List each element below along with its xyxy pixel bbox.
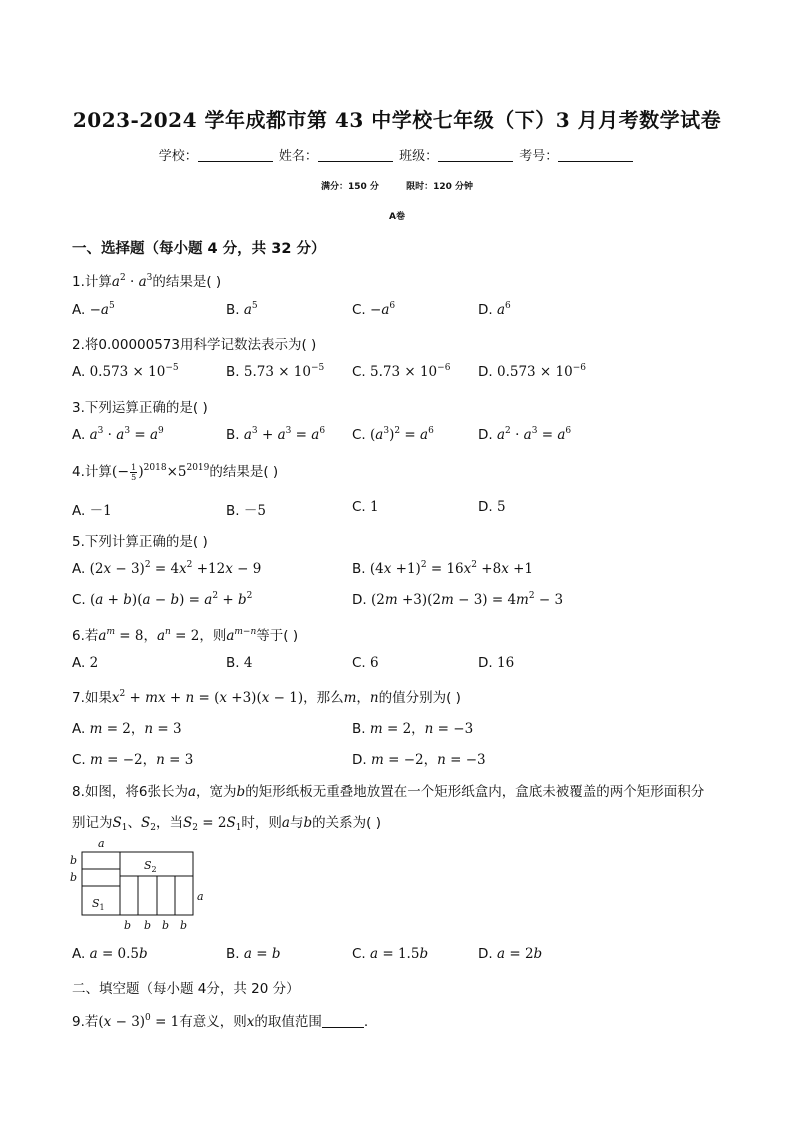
label-s2: $S_2$ (144, 859, 157, 874)
q3-option-c[interactable]: C. $(a^3)^2 = a^6$ (352, 426, 434, 443)
exam-no-blank[interactable] (558, 149, 633, 162)
question-6: 6.若$a^m = 8$，$a^n = 2$，则$a^{m-n}$等于( ) (72, 627, 299, 644)
label-b-left-2: b (70, 871, 78, 884)
q2-option-a[interactable]: A. $0.573 \times 10^{-5}$ (72, 363, 179, 380)
label-s1: $S_1$ (92, 897, 105, 912)
question-5: 5.下列计算正确的是( ) (72, 534, 208, 550)
exam-no-label: 考号： (519, 149, 559, 164)
q1-option-a[interactable]: A. $-a^5$ (72, 301, 115, 318)
q4-option-d[interactable]: D. 5 (478, 499, 506, 515)
q4-option-b[interactable]: B. －5 (226, 503, 266, 519)
label-a-right: a (197, 890, 204, 903)
q6-option-d[interactable]: D. 16 (478, 655, 515, 671)
q6-option-b[interactable]: B. 4 (226, 655, 253, 671)
q3-option-a[interactable]: A. $a^3 \cdot a^3 = a^9$ (72, 426, 164, 443)
q8-option-d[interactable]: D. a = 2b (478, 946, 543, 962)
school-label: 学校： (158, 149, 198, 164)
student-info-line (0, 145, 794, 164)
q1-option-b[interactable]: B. $a^5$ (226, 301, 258, 318)
q7-option-c[interactable]: C. m = −2，n = 3 (72, 752, 194, 768)
q5-option-d[interactable]: D. $(2m +3)(2m - 3) = 4m^2 - 3$ (352, 591, 564, 608)
label-b-bottom-1: b (124, 919, 132, 932)
q3-option-d[interactable]: D. $a^2 \cdot a^3 = a^6$ (478, 426, 572, 443)
q7-option-d[interactable]: D. m = −2，n = −3 (352, 752, 486, 768)
q8-option-b[interactable]: B. a = b (226, 946, 281, 962)
class-label: 班级： (399, 149, 439, 164)
rectangle-figure (68, 834, 218, 934)
volume-label: A卷 (389, 212, 405, 222)
q8-option-c[interactable]: C. a = 1.5b (352, 946, 429, 962)
q6-option-a[interactable]: A. 2 (72, 655, 99, 671)
q4-option-a[interactable]: A. －1 (72, 503, 112, 519)
class-blank[interactable] (438, 149, 513, 162)
time-limit: 限时：120 分钟 (406, 182, 473, 192)
q9-answer-blank[interactable] (322, 1015, 364, 1028)
label-b-bottom-2: b (144, 919, 152, 932)
q1-option-d[interactable]: D. $a^6$ (478, 301, 511, 318)
page-title: 2023-2024 学年成都市第 43 中学校七年级（下）3 月月考数学试卷 (72, 108, 722, 132)
name-label: 姓名： (278, 149, 318, 164)
q7-option-a[interactable]: A. m = 2，n = 3 (72, 721, 182, 737)
school-blank[interactable] (198, 149, 273, 162)
q6-option-c[interactable]: C. 6 (352, 655, 379, 671)
section-heading-fill: 二、填空题（每小题 4分，共 20 分） (72, 981, 300, 997)
full-score: 满分：150 分 (321, 182, 379, 192)
q7-option-b[interactable]: B. m = 2，n = −3 (352, 721, 474, 737)
label-b-bottom-3: b (162, 919, 170, 932)
question-3: 3.下列运算正确的是( ) (72, 400, 208, 416)
question-1: 1.计算$a^2 \cdot a^3$的结果是( ) (72, 273, 222, 290)
question-9: 9.若$(x - 3)^0 = 1$有意义，则x的取值范围 . (72, 1013, 369, 1030)
section-heading-choice: 一、选择题（每小题 4 分，共 32 分） (72, 241, 326, 257)
label-b-bottom-4: b (180, 919, 188, 932)
q1-option-c[interactable]: C. $-a^6$ (352, 301, 396, 318)
exam-meta (0, 179, 794, 192)
question-8-line-2: 别记为$S_1$、$S_2$，当$S_2 = 2S_1$时，则a与b的关系为( ) (72, 815, 381, 833)
q3-option-b[interactable]: B. $a^3 + a^3 = a^6$ (226, 426, 326, 443)
q2-option-d[interactable]: D. $0.573 \times 10^{-6}$ (478, 363, 586, 380)
question-4: 4.计算(− $\frac{1}{5}$ )$^{2018}\times 5^{2019}$的结果是( ) (72, 462, 279, 482)
q2-option-c[interactable]: C. $5.73 \times 10^{-6}$ (352, 363, 451, 380)
question-2: 2.将0.00000573用科学记数法表示为( ) (72, 337, 317, 353)
q5-option-b[interactable]: B. $(4x +1)^2 = 16x^2 +8x +1$ (352, 560, 534, 577)
name-blank[interactable] (318, 149, 393, 162)
label-a-top: a (98, 837, 105, 850)
q5-option-a[interactable]: A. $(2x - 3)^2 = 4x^2 +12x - 9$ (72, 560, 262, 577)
question-8-line-1: 8.如图，将6张长为a，宽为b的矩形纸板无重叠地放置在一个矩形纸盒内，盒底未被覆盖的两个矩形面积分 (72, 784, 705, 800)
q4-option-c[interactable]: C. 1 (352, 499, 379, 515)
label-b-left-1: b (70, 854, 78, 867)
question-7: 7.如果$x^2$ + mx + n = (x +3)(x − 1)，那么m，n的值分别为( ) (72, 689, 461, 706)
q8-option-a[interactable]: A. a = 0.5b (72, 946, 148, 962)
q2-option-b[interactable]: B. $5.73 \times 10^{-5}$ (226, 363, 325, 380)
q5-option-c[interactable]: C. $(a + b)(a - b) = a^2 + b^2$ (72, 591, 253, 608)
